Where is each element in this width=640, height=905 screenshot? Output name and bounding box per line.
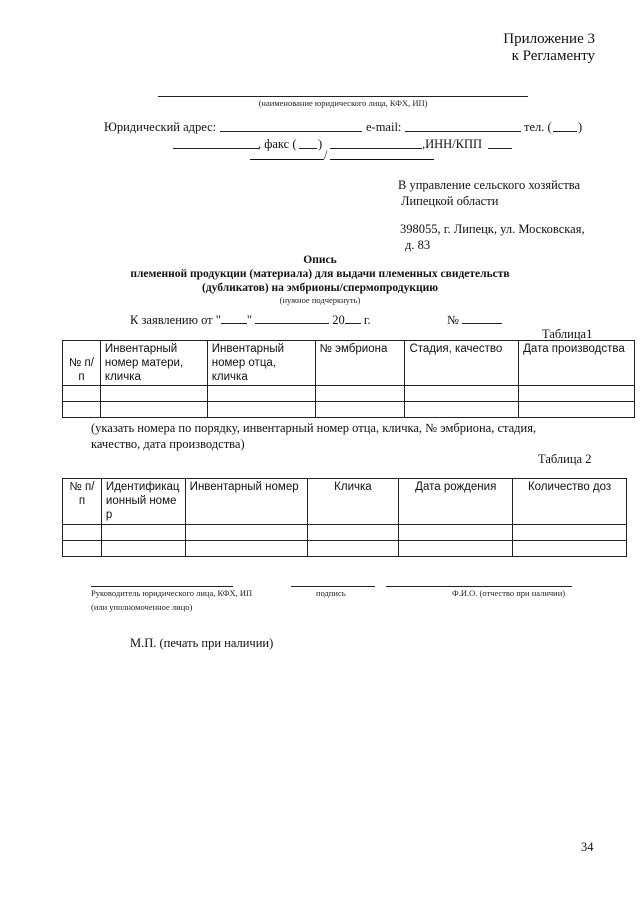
table1-note-line-1: (указать номера по порядку, инвентарный номер отца, кличка, № эмбриона, стадия, — [91, 421, 537, 435]
fax-code-field[interactable] — [299, 148, 317, 149]
table-cell[interactable] — [207, 386, 315, 402]
table-cell[interactable] — [185, 525, 307, 541]
statement-month-field[interactable] — [255, 313, 329, 324]
table-cell[interactable] — [101, 541, 185, 557]
table-cell[interactable] — [207, 402, 315, 418]
fax-number-field[interactable] — [330, 148, 422, 149]
statement-year: 20 — [332, 313, 345, 327]
full-name-line[interactable] — [386, 586, 572, 587]
title-line-2: племенной продукции (материала) для выдачи племенных свидетельств — [130, 268, 510, 280]
table-row — [63, 386, 635, 402]
head-signature-line[interactable] — [91, 586, 233, 587]
table1-header-date: Дата производства — [519, 341, 635, 386]
recipient-address — [400, 221, 585, 253]
recipient-line-3: 398055, г. Липецк, ул. Московская, — [400, 222, 585, 236]
table-cell[interactable] — [63, 386, 101, 402]
recipient-block — [398, 177, 580, 209]
fax-label: , факс ( — [258, 137, 297, 151]
ogrn-field[interactable] — [330, 159, 434, 160]
table1-header-father: Инвентарный номер отца, кличка — [207, 341, 315, 386]
statement-day-field[interactable] — [221, 313, 247, 324]
inn-label: ,ИНН/КПП — [422, 137, 483, 151]
statement-number-field[interactable] — [462, 313, 502, 324]
table-cell[interactable] — [399, 525, 513, 541]
table-cell[interactable] — [399, 541, 513, 557]
title-hint: (нужное подчеркнуть) — [279, 295, 361, 305]
statement-prefix: К заявлению от " — [130, 313, 221, 327]
address-field[interactable] — [220, 131, 362, 132]
kpp-field[interactable] — [250, 159, 324, 160]
table-cell[interactable] — [315, 386, 405, 402]
title-heading: Опись — [303, 254, 337, 266]
annex-title: Приложение 3 — [503, 31, 595, 47]
authorized-label: (или уполномоченное лицо) — [91, 602, 193, 612]
table2-header-name: Кличка — [307, 479, 399, 525]
table1-header-num: № п/п — [63, 341, 101, 386]
table1-header-embryo: № эмбриона — [315, 341, 405, 386]
email-label: e-mail: — [366, 120, 402, 134]
table-cell[interactable] — [519, 386, 635, 402]
table-cell[interactable] — [100, 402, 207, 418]
table-cell[interactable] — [63, 402, 101, 418]
kpp-slash: / — [324, 148, 328, 162]
table1-header-row — [63, 341, 635, 386]
signature-label: подпись — [316, 588, 346, 598]
page-number: 34 — [581, 840, 594, 854]
annex-reference: к Регламенту — [511, 48, 595, 64]
phone-code-field[interactable] — [553, 131, 577, 132]
applicant-name-hint: (наименование юридического лица, КФХ, ИП) — [258, 98, 428, 108]
table-row — [63, 525, 627, 541]
table-2 — [62, 478, 627, 557]
phone-close: ) — [578, 120, 583, 134]
table-cell[interactable] — [513, 541, 627, 557]
title-line-3: (дубликатов) на эмбрионы/спермопродукцию — [201, 282, 438, 294]
table1-note — [91, 420, 591, 452]
head-label: Руководитель юридического лица, КФХ, ИП — [91, 588, 253, 598]
table1-caption: Таблица1 — [542, 327, 593, 341]
table-cell[interactable] — [405, 386, 519, 402]
statement-number-row — [447, 312, 502, 328]
applicant-name-line[interactable] — [158, 96, 528, 97]
statement-row — [130, 312, 390, 328]
table2-header-id: Идентификационный номер — [101, 479, 185, 525]
statement-year-suffix: г. — [363, 313, 371, 327]
address-label: Юридический адрес: — [104, 120, 217, 134]
table2-caption: Таблица 2 — [538, 452, 592, 466]
number-sign: № — [447, 313, 459, 327]
recipient-line-2: Липецкой области — [401, 194, 499, 208]
statement-year-field[interactable] — [345, 313, 361, 324]
table-cell[interactable] — [307, 541, 399, 557]
email-field[interactable] — [405, 131, 521, 132]
recipient-line-4: д. 83 — [405, 238, 431, 252]
phone-label: тел. ( — [524, 120, 552, 134]
table-cell[interactable] — [100, 386, 207, 402]
table1-header-stage: Стадия, качество — [405, 341, 519, 386]
table-cell[interactable] — [63, 541, 102, 557]
statement-quote-close: " — [246, 313, 252, 327]
table1-note-line-2: качество, дата производства) — [91, 437, 245, 451]
table2-header-inventory: Инвентарный номер — [185, 479, 307, 525]
table2-header-doses: Количество доз — [513, 479, 627, 525]
fax-close: ) — [318, 137, 323, 151]
table-cell[interactable] — [307, 525, 399, 541]
table-1 — [62, 340, 635, 418]
table-row — [63, 402, 635, 418]
table-cell[interactable] — [513, 525, 627, 541]
full-name-label: Ф.И.О. (отчество при наличии) — [452, 588, 566, 598]
table-cell[interactable] — [63, 525, 102, 541]
table-cell[interactable] — [185, 541, 307, 557]
table-cell[interactable] — [315, 402, 405, 418]
annex-block — [503, 31, 595, 65]
seal-label: М.П. (печать при наличии) — [130, 636, 274, 650]
table2-header-birth: Дата рождения — [399, 479, 513, 525]
table2-header-num: № п/п — [63, 479, 102, 525]
inn-field[interactable] — [488, 148, 512, 149]
signature-line[interactable] — [291, 586, 375, 587]
table-cell[interactable] — [519, 402, 635, 418]
table-row — [63, 541, 627, 557]
phone-number-field[interactable] — [173, 148, 259, 149]
table2-header-row — [63, 479, 627, 525]
recipient-line-1: В управление сельского хозяйства — [398, 178, 581, 192]
table1-header-mother: Инвентарный номер матери, кличка — [100, 341, 207, 386]
table-cell[interactable] — [101, 525, 185, 541]
table-cell[interactable] — [405, 402, 519, 418]
